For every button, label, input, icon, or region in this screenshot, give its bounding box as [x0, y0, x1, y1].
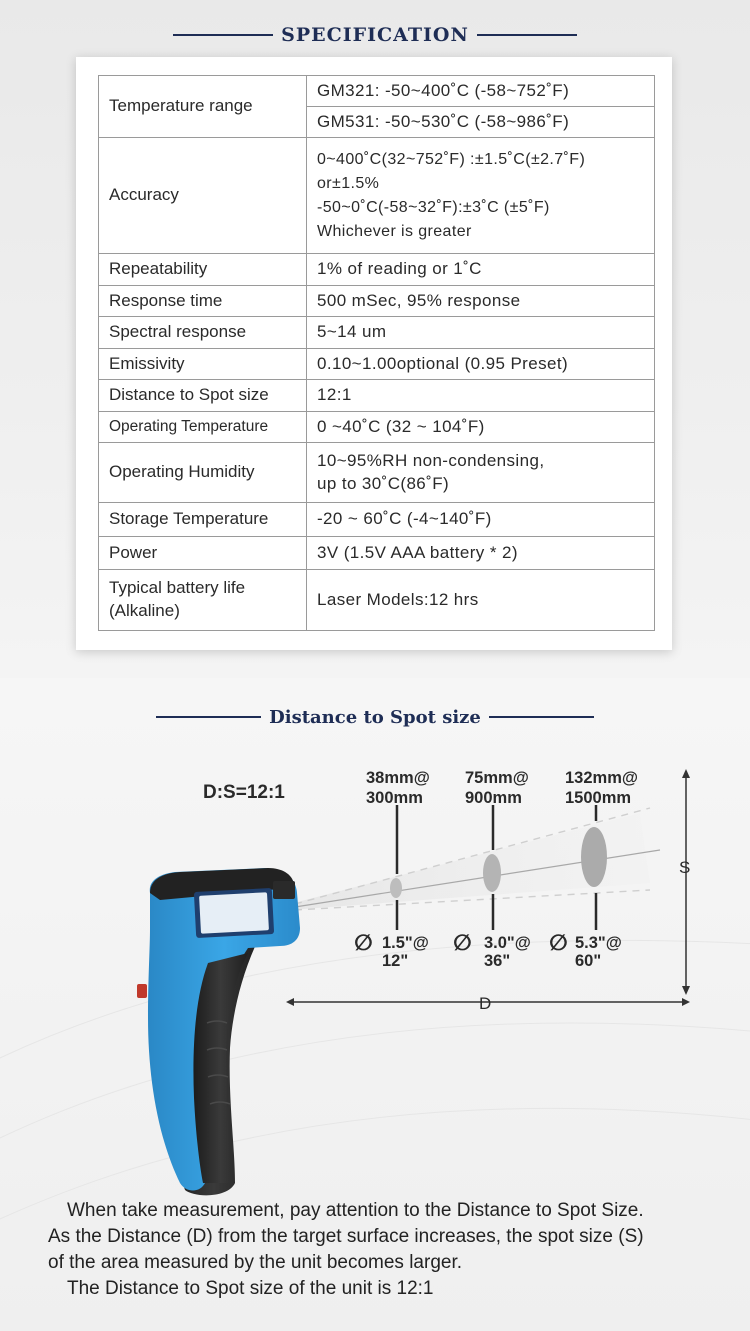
- spot-large: [581, 827, 607, 887]
- heading-rule-right: [477, 34, 577, 36]
- spec-key: Accuracy: [99, 138, 307, 254]
- diameter-at-text: 36": [484, 952, 511, 970]
- diameter-label-near: [382, 934, 429, 970]
- table-row: [99, 76, 655, 107]
- spec-value: -20 ~ 60˚C (-4~140˚F): [307, 503, 655, 537]
- table-row: [99, 570, 655, 631]
- table-row: [99, 537, 655, 570]
- spec-value: 1% of reading or 1˚C: [307, 254, 655, 286]
- diameter-label-mid: [484, 934, 531, 970]
- accuracy-line: -50~0˚C(-58~32˚F):±3˚C (±5˚F): [317, 198, 550, 216]
- spec-value: 500 mSec, 95% response: [307, 286, 655, 317]
- spec-key: Emissivity: [99, 349, 307, 380]
- spec-value: GM531: -50~530˚C (-58~986˚F): [307, 107, 655, 138]
- accuracy-line: or±1.5%: [317, 174, 380, 192]
- spot-label-near: [366, 768, 430, 808]
- spec-value: 3V (1.5V AAA battery * 2): [307, 537, 655, 570]
- spec-key-multiline: [99, 570, 307, 631]
- spot-label-mid: [465, 768, 529, 808]
- spec-key: Distance to Spot size: [99, 380, 307, 412]
- spec-key: Response time: [99, 286, 307, 317]
- description-line: of the area measured by the unit becomes larger.: [48, 1252, 463, 1273]
- s-axis-label: S: [679, 858, 691, 877]
- spec-key: Storage Temperature: [99, 503, 307, 537]
- distance-section: [0, 678, 750, 1331]
- background-arcs: [0, 940, 750, 1238]
- spot-size-text: 38mm@: [366, 769, 430, 787]
- description-line: The Distance to Spot size of the unit is 12:1: [67, 1278, 434, 1299]
- thermometer-device: [137, 868, 300, 1195]
- table-row: [99, 503, 655, 537]
- spec-value-multiline: [307, 443, 655, 503]
- spot-distance-text: 900mm: [465, 789, 522, 807]
- spec-key: Operating Temperature: [99, 412, 307, 443]
- diameter-icon: ∅: [354, 930, 373, 955]
- ds-ratio-label: D:S=12:1: [203, 782, 285, 803]
- spot-distance-text: 300mm: [366, 789, 423, 807]
- spec-key: Power: [99, 537, 307, 570]
- description-line: When take measurement, pay attention to the Distance to Spot Size.: [67, 1200, 644, 1221]
- spec-key: Repeatability: [99, 254, 307, 286]
- d-axis-label: D: [479, 994, 492, 1013]
- spec-value: 5~14 um: [307, 317, 655, 349]
- specification-card: [76, 57, 672, 650]
- diameter-text: 5.3"@: [575, 934, 622, 952]
- spec-value-multiline: [307, 138, 655, 254]
- table-row: [99, 443, 655, 503]
- spec-value: GM321: -50~400˚C (-58~752˚F): [307, 76, 655, 107]
- diameter-text: 1.5"@: [382, 934, 429, 952]
- s-arrow: [682, 769, 690, 995]
- accuracy-line: Whichever is greater: [317, 222, 472, 240]
- spec-key: Operating Humidity: [99, 443, 307, 503]
- diameter-at-text: 12": [382, 952, 409, 970]
- battery-key-line: (Alkaline): [109, 601, 180, 620]
- spot-size-text: 75mm@: [465, 769, 529, 787]
- table-row: [99, 412, 655, 443]
- spec-key: Spectral response: [99, 317, 307, 349]
- specification-title: SPECIFICATION: [281, 24, 469, 46]
- table-row: [99, 138, 655, 254]
- table-row: [99, 317, 655, 349]
- table-row: [99, 380, 655, 412]
- diameter-icon: ∅: [549, 930, 568, 955]
- humidity-line: 10~95%RH non-condensing,: [317, 450, 545, 470]
- spot-label-far: [565, 768, 638, 808]
- heading-rule-left: [173, 34, 273, 36]
- spec-value: 12:1: [307, 380, 655, 412]
- diameter-at-text: 60": [575, 952, 602, 970]
- specification-heading: [0, 20, 750, 50]
- spec-key: Temperature range: [99, 76, 307, 138]
- spec-value: Laser Models:12 hrs: [307, 570, 655, 631]
- diameter-icon: ∅: [453, 930, 472, 955]
- distance-title: Distance to Spot size: [269, 706, 481, 728]
- spec-value: 0 ~40˚C (32 ~ 104˚F): [307, 412, 655, 443]
- battery-key-line: Typical battery life: [109, 578, 246, 598]
- specification-table: [98, 75, 655, 631]
- description-line: As the Distance (D) from the target surface increases, the spot size (S): [48, 1226, 644, 1247]
- table-row: [99, 349, 655, 380]
- accuracy-line: 0~400˚C(32~752˚F) :±1.5˚C(±2.7˚F): [317, 150, 586, 168]
- diameter-label-far: [575, 934, 622, 970]
- diameter-text: 3.0"@: [484, 934, 531, 952]
- description-text: [48, 1198, 728, 1302]
- table-row: [99, 286, 655, 317]
- humidity-line: up to 30˚C(86˚F): [317, 473, 450, 493]
- table-row: [99, 254, 655, 286]
- spot-size-text: 132mm@: [565, 769, 638, 787]
- spot-medium: [483, 854, 501, 892]
- spec-value: 0.10~1.00optional (0.95 Preset): [307, 349, 655, 380]
- spot-small: [390, 878, 402, 898]
- spot-distance-text: 1500mm: [565, 789, 632, 807]
